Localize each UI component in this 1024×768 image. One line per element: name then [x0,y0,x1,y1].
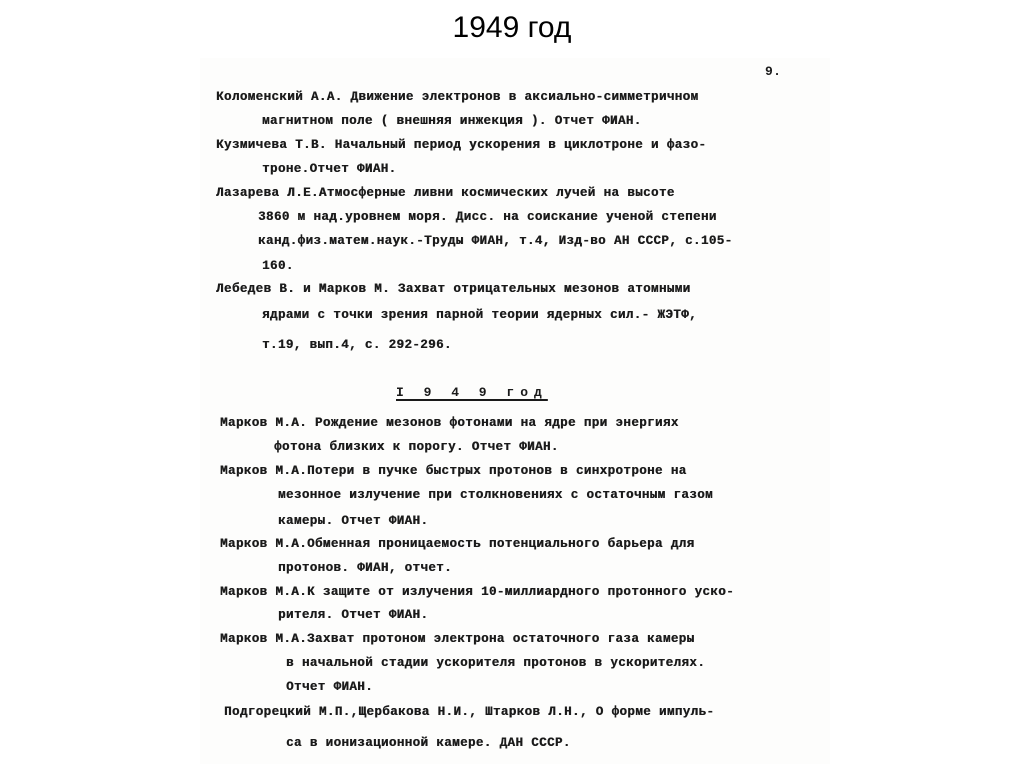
bibliography-line: са в ионизационной камере. ДАН СССР. [286,736,571,750]
bibliography-line: 160. [262,259,294,273]
bibliography-line: Марков М.А.Потери в пучке быстрых протонов в синхротроне на [220,464,687,478]
scanned-document-page [200,58,830,764]
bibliography-line: Кузмичева Т.В. Начальный период ускорения в циклотроне и фазо- [216,138,707,152]
bibliography-line: Лазарева Л.Е.Атмосферные ливни космических лучей на высоте [216,186,675,200]
bibliography-line: Марков М.А.Обменная проницаемость потенциального барьера для [220,537,695,551]
bibliography-line: троне.Отчет ФИАН. [262,162,397,176]
bibliography-line: т.19, вып.4, с. 292-296. [262,338,452,352]
bibliography-line: Отчет ФИАН. [286,680,373,694]
bibliography-line: ядрами с точки зрения парной теории ядерных сил.- ЖЭТФ, [262,308,697,322]
bibliography-line: мезонное излучение при столкновениях с остаточным газом [278,488,713,502]
bibliography-line: Лебедев В. и Марков М. Захват отрицательных мезонов атомными [216,282,691,296]
bibliography-line: протонов. ФИАН, отчет. [278,561,452,575]
bibliography-line: в начальной стадии ускорителя протонов в ускорителях. [286,656,706,670]
bibliography-line: Коломенский А.А. Движение электронов в аксиально-симметричном [216,90,699,104]
bibliography-line: Марков М.А. Рождение мезонов фотонами на ядре при энергиях [220,416,679,430]
year-heading: I 9 4 9 год [396,385,548,400]
bibliography-line: магнитном поле ( внешняя инжекция ). Отчет ФИАН. [262,114,642,128]
bibliography-line: канд.физ.матем.наук.-Труды ФИАН, т.4, Изд-во АН СССР, с.105- [258,234,733,248]
bibliography-line: Подгорецкий М.П.,Щербакова Н.И., Штарков Л.Н., О форме импуль- [224,705,715,719]
bibliography-line: Марков М.А.К защите от излучения 10-миллиардного протонного уско- [220,585,734,599]
bibliography-line: рителя. Отчет ФИАН. [278,608,429,622]
bibliography-line: фотона близких к порогу. Отчет ФИАН. [274,440,559,454]
bibliography-line: Марков М.А.Захват протоном электрона остаточного газа камеры [220,632,695,646]
bibliography-line: камеры. Отчет ФИАН. [278,514,429,528]
slide-title: 1949 год [452,11,572,44]
page-number: 9. [765,64,782,79]
bibliography-line: 3860 м над.уровнем моря. Дисс. на соискание ученой степени [258,210,717,224]
